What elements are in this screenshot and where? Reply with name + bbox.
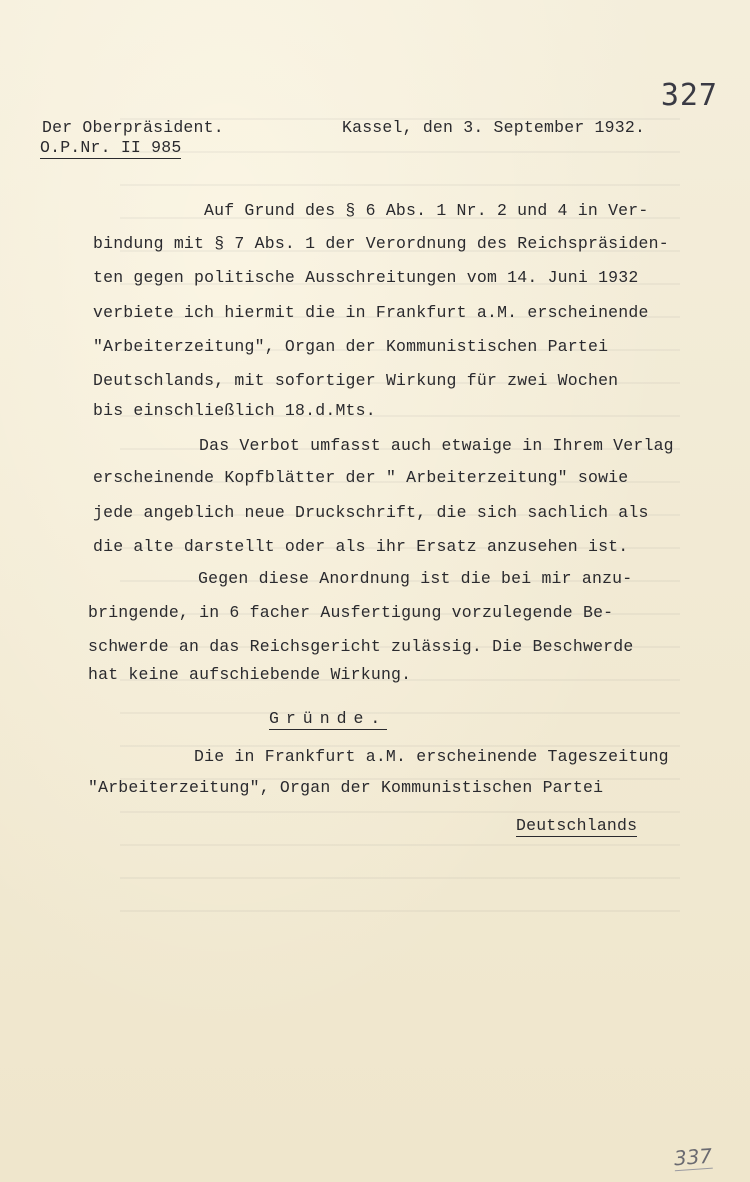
paragraph-1-line-3: ten gegen politische Ausschreitungen vom 14. Juni 1932 xyxy=(93,268,639,287)
paragraph-1-line-6: Deutschlands, mit sofortiger Wirkung für zwei Wochen xyxy=(93,371,619,390)
paragraph-3-line-1: Gegen diese Anordnung ist die bei mir anzu- xyxy=(198,569,633,588)
paragraph-3-line-3: schwerde an das Reichsgericht zulässig. Die Beschwerde xyxy=(88,637,634,656)
section-heading-gruende: Gründe. xyxy=(269,709,388,728)
paragraph-3-line-4: hat keine aufschiebende Wirkung. xyxy=(88,665,412,684)
paragraph-1-line-5: "Arbeiterzeitung", Organ der Kommunistischen Partei xyxy=(93,337,609,356)
folio-number: 327 xyxy=(660,78,718,113)
reference-number: O.P.Nr. II 985 xyxy=(40,138,182,157)
handwritten-page-number: 337 xyxy=(672,1143,713,1171)
paragraph-1-line-4: verbiete ich hiermit die in Frankfurt a.M. erscheinende xyxy=(93,303,649,322)
paragraph-3-line-2: bringende, in 6 facher Ausfertigung vorzulegende Be- xyxy=(88,603,614,622)
paragraph-1-line-7: bis einschließlich 18.d.Mts. xyxy=(93,401,376,420)
place-date-line: Kassel, den 3. September 1932. xyxy=(342,118,646,137)
paragraph-4-line-1: Die in Frankfurt a.M. erscheinende Tageszeitung xyxy=(194,747,669,766)
paragraph-2-line-2: erscheinende Kopfblätter der " Arbeiterzeitung" sowie xyxy=(93,468,629,487)
paragraph-1-line-1: Auf Grund des § 6 Abs. 1 Nr. 2 und 4 in Ver- xyxy=(204,201,649,220)
authority-line: Der Oberpräsident. xyxy=(42,118,224,137)
paragraph-1-line-2: bindung mit § 7 Abs. 1 der Verordnung des Reichspräsiden- xyxy=(93,234,669,253)
paragraph-2-line-4: die alte darstellt oder als ihr Ersatz anzusehen ist. xyxy=(93,537,629,556)
paragraph-4-line-2: "Arbeiterzeitung", Organ der Kommunistischen Partei xyxy=(88,778,604,797)
paragraph-2-line-3: jede angeblich neue Druckschrift, die sich sachlich als xyxy=(93,503,649,522)
paragraph-2-line-1: Das Verbot umfasst auch etwaige in Ihrem Verlag xyxy=(199,436,674,455)
catchword: Deutschlands xyxy=(516,816,638,835)
